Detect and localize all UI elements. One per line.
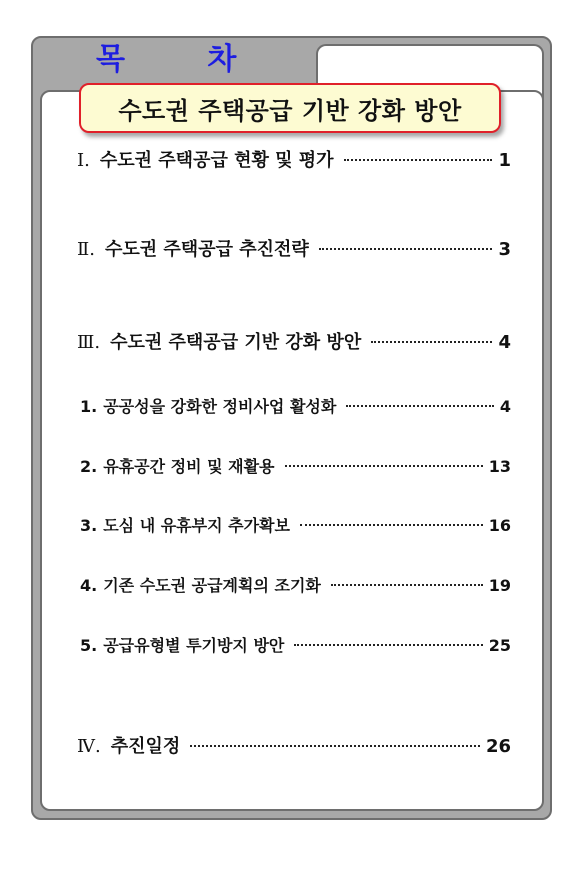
toc-entry-numeral: Ⅰ.	[77, 150, 90, 171]
dot-leader	[285, 465, 483, 467]
dot-leader	[300, 524, 483, 526]
toc-entry-page: 3	[498, 239, 511, 260]
toc-entry-3-2[interactable]	[80, 454, 511, 480]
toc-entry-page: 1	[498, 150, 511, 171]
dot-leader	[294, 644, 482, 646]
toc-entry-3-3[interactable]	[80, 513, 511, 539]
dot-leader	[331, 584, 483, 586]
toc-entry-label: 공공성을 강화한 정비사업 활성화	[103, 397, 337, 416]
toc-entry-page: 4	[499, 397, 511, 416]
toc-entry-label: 공급유형별 투기방지 방안	[103, 636, 285, 655]
toc-entry-3-1[interactable]	[80, 394, 511, 420]
toc-entry-page: 4	[498, 332, 511, 353]
toc-entry-label: 유휴공간 정비 및 재활용	[103, 457, 275, 476]
toc-entry-numeral: 2.	[80, 457, 98, 476]
dot-leader	[371, 341, 492, 343]
toc-entry-2[interactable]	[77, 237, 511, 263]
dot-leader	[319, 248, 493, 250]
toc-entry-3[interactable]	[77, 330, 511, 356]
toc-entry-numeral: Ⅱ.	[77, 239, 95, 260]
dot-leader	[346, 405, 494, 407]
dot-leader	[344, 159, 493, 161]
toc-entry-numeral: 4.	[80, 576, 98, 595]
toc-entry-label: 도심 내 유휴부지 추가확보	[103, 516, 290, 535]
toc-entry-numeral: 5.	[80, 636, 98, 655]
toc-entry-label: 수도권 주택공급 기반 강화 방안	[110, 332, 362, 353]
toc-entry-numeral: Ⅳ.	[77, 736, 101, 757]
toc-entry-numeral: 1.	[80, 397, 98, 416]
toc-entry-label: 추진일정	[110, 736, 181, 757]
toc-entry-numeral: 3.	[80, 516, 98, 535]
toc-heading: 목 차	[96, 42, 273, 77]
toc-entry-label: 기존 수도권 공급계획의 조기화	[103, 576, 321, 595]
toc-entry-label: 수도권 주택공급 현황 및 평가	[99, 150, 334, 171]
toc-entry-page: 25	[488, 636, 511, 655]
toc-entry-page: 13	[488, 457, 511, 476]
toc-entry-label: 수도권 주택공급 추진전략	[104, 239, 309, 260]
toc-entry-numeral: Ⅲ.	[77, 332, 101, 353]
dot-leader	[190, 745, 480, 747]
toc-entry-4[interactable]	[77, 734, 511, 760]
toc-entry-page: 19	[488, 576, 511, 595]
toc-entry-1[interactable]	[77, 148, 511, 174]
document-title: 수도권 주택공급 기반 강화 방안	[118, 96, 462, 125]
toc-entry-3-4[interactable]	[80, 573, 511, 599]
toc-entry-3-5[interactable]	[80, 633, 511, 659]
toc-entry-page: 26	[485, 736, 511, 757]
toc-entry-page: 16	[488, 516, 511, 535]
